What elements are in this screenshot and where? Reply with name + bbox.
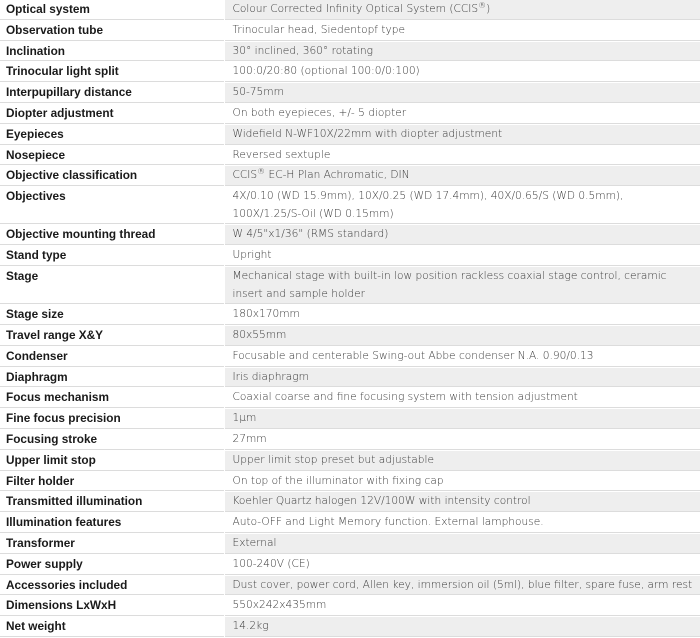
spec-label: Fine focus precision (0, 409, 224, 430)
spec-label: Power supply (0, 554, 224, 575)
spec-label: Illumination features (0, 513, 224, 534)
spec-label: Eyepieces (0, 124, 224, 145)
spec-row (0, 450, 700, 471)
spec-value: 1µm (224, 409, 700, 430)
spec-value: CCIS® EC-H Plan Achromatic, DIN (224, 166, 700, 187)
spec-label: Travel range X&Y (0, 325, 224, 346)
spec-value: Coaxial coarse and fine focusing system with tension adjustment (224, 388, 700, 409)
spec-value: Iris diaphragm (224, 367, 700, 388)
spec-label: Stand type (0, 246, 224, 267)
spec-label: Stage (0, 266, 224, 304)
spec-row (0, 533, 700, 554)
spec-label: Dimensions LxWxH (0, 596, 224, 617)
spec-value: On top of the illuminator with fixing cap (224, 471, 700, 492)
spec-label: Diaphragm (0, 367, 224, 388)
spec-row (0, 305, 700, 326)
spec-row (0, 62, 700, 83)
spec-row (0, 41, 700, 62)
spec-row (0, 471, 700, 492)
spec-value: 550x242x435mm (224, 596, 700, 617)
spec-row (0, 346, 700, 367)
spec-value: On both eyepieces, +/- 5 diopter (224, 103, 700, 124)
spec-value: Trinocular head, Siedentopf type (224, 20, 700, 41)
spec-label: Inclination (0, 41, 224, 62)
spec-value: Dust cover, power cord, Allen key, immersion oil (5ml), blue filter, spare fuse, arm rest (224, 575, 700, 596)
spec-value: Auto-OFF and Light Memory function. External lamphouse. (224, 513, 700, 534)
spec-value: Colour Corrected Infinity Optical System (CCIS®) (224, 0, 700, 20)
spec-value: Koehler Quartz halogen 12V/100W with intensity control (224, 492, 700, 513)
spec-label: Focus mechanism (0, 388, 224, 409)
spec-row (0, 367, 700, 388)
spec-row (0, 575, 700, 596)
spec-row (0, 145, 700, 166)
spec-label: Focusing stroke (0, 429, 224, 450)
spec-row (0, 103, 700, 124)
spec-row (0, 388, 700, 409)
spec-label: Condenser (0, 346, 224, 367)
spec-label: Filter holder (0, 471, 224, 492)
spec-row (0, 554, 700, 575)
spec-value: 100-240V (CE) (224, 554, 700, 575)
spec-value: 80x55mm (224, 325, 700, 346)
spec-row (0, 246, 700, 267)
spec-value: 180x170mm (224, 305, 700, 326)
spec-row (0, 429, 700, 450)
spec-label: Objective mounting thread (0, 225, 224, 246)
spec-label: Accessories included (0, 575, 224, 596)
spec-row (0, 596, 700, 617)
spec-row (0, 513, 700, 534)
spec-row (0, 166, 700, 187)
spec-row (0, 492, 700, 513)
spec-label: Optical system (0, 0, 224, 20)
spec-label: Stage size (0, 305, 224, 326)
spec-value: Focusable and centerable Swing-out Abbe condenser N.A. 0.90/0.13 (224, 346, 700, 367)
spec-label: Objective classification (0, 166, 224, 187)
spec-label: Interpupillary distance (0, 83, 224, 104)
spec-label: Observation tube (0, 20, 224, 41)
spec-row (0, 20, 700, 41)
spec-row (0, 187, 700, 225)
spec-label: Net weight (0, 617, 224, 638)
spec-value: Widefield N-WF10X/22mm with diopter adjustment (224, 124, 700, 145)
spec-value: W 4/5"x1/36" (RMS standard) (224, 225, 700, 246)
spec-value: 27mm (224, 429, 700, 450)
spec-row (0, 409, 700, 430)
spec-row (0, 617, 700, 638)
spec-label: Nosepiece (0, 145, 224, 166)
spec-value: External (224, 533, 700, 554)
spec-value: Reversed sextuple (224, 145, 700, 166)
spec-row (0, 266, 700, 304)
spec-value: 4X/0.10 (WD 15.9mm), 10X/0.25 (WD 17.4mm), 40X/0.65/S (WD 0.5mm), 100X/1.25/S-Oil (WD 0.15mm) (224, 187, 700, 225)
spec-value: Mechanical stage with built-in low position rackless coaxial stage control, ceramic insert and sample holder (224, 266, 700, 304)
spec-row (0, 0, 700, 20)
spec-label: Transmitted illumination (0, 492, 224, 513)
spec-label: Diopter adjustment (0, 103, 224, 124)
spec-value: 100:0/20:80 (optional 100:0/0:100) (224, 62, 700, 83)
spec-value: 30° inclined, 360° rotating (224, 41, 700, 62)
spec-row (0, 83, 700, 104)
spec-row (0, 225, 700, 246)
spec-label: Trinocular light split (0, 62, 224, 83)
spec-value: Upper limit stop preset but adjustable (224, 450, 700, 471)
spec-label: Upper limit stop (0, 450, 224, 471)
spec-value: 14.2kg (224, 617, 700, 638)
spec-label: Transformer (0, 533, 224, 554)
spec-row (0, 325, 700, 346)
spec-label: Objectives (0, 187, 224, 225)
spec-row (0, 124, 700, 145)
spec-value: 50-75mm (224, 83, 700, 104)
spec-value: Upright (224, 246, 700, 267)
